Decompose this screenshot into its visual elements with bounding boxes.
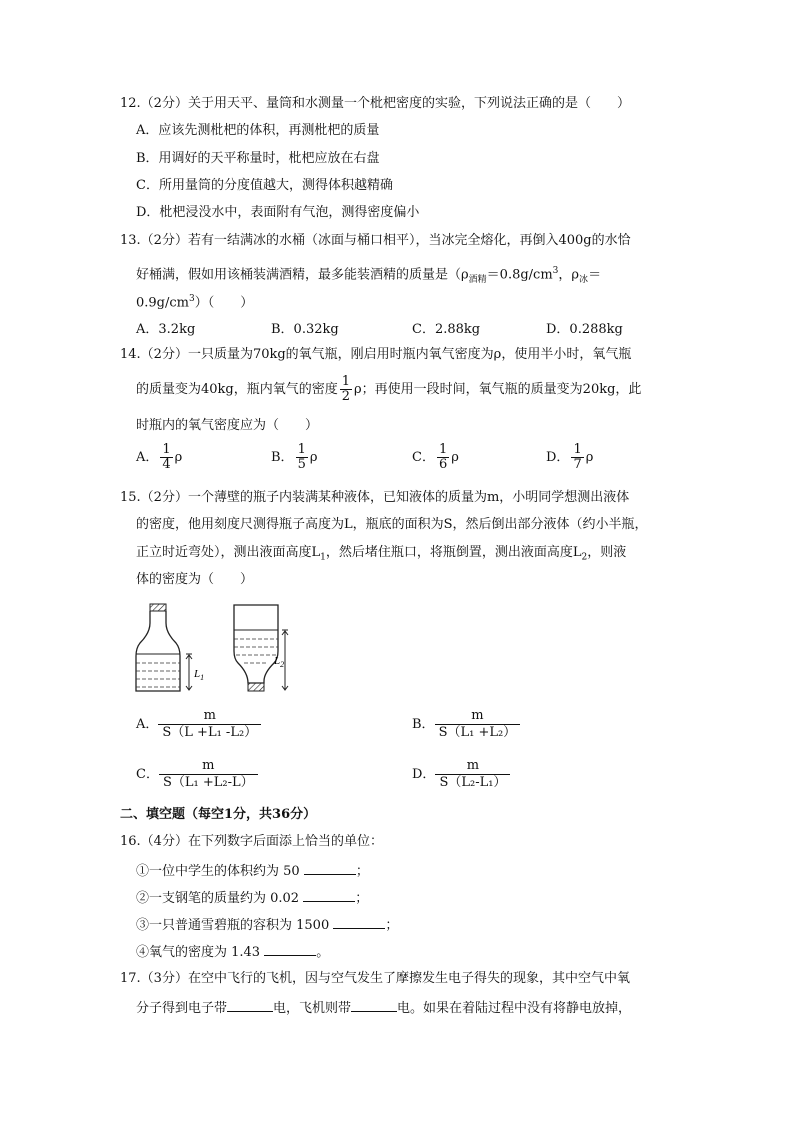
label-l2: $L_2$	[274, 655, 285, 669]
q13-line3: $0.9g/cm^3$）（ ）	[136, 294, 254, 311]
q15-option-c: C． $\frac{m}{\text{S（L₁ +L₂-L）}}$	[136, 758, 258, 791]
q14-option-b: B． $\frac{1}{5}$ ρ	[271, 442, 318, 472]
q17-line1: 17.（3分）在空中飞行的飞机，因与空气发生了摩擦发生电子得失的现象，其中空气中氧	[120, 971, 630, 986]
q15-line4: 体的密度为（ ）	[136, 572, 254, 587]
upright-bottle	[136, 604, 204, 691]
q13-option-c: C．2.88kg	[412, 322, 481, 337]
section-fill-in-title: 二、填空题（每空1分，共36分）	[120, 807, 317, 822]
q15-line2: 的密度，他用刻度尺测得瓶子高度为L，瓶底的面积为S，然后倒出部分液体（约小半瓶，	[136, 517, 648, 532]
q17-blank-2[interactable]	[351, 998, 397, 1012]
q14-option-a: A． $\frac{1}{4}$ ρ	[136, 442, 183, 472]
q16-blank-2[interactable]	[303, 888, 355, 902]
q16-item-4: ④氧气的密度为 1.43 。	[136, 942, 329, 962]
q14-option-d: D． $\frac{1}{7}$ ρ	[546, 442, 594, 472]
q16-item-3: ③一只普通雪碧瓶的容积为 1500 ；	[136, 915, 398, 935]
q14-line1: 14.（2分）一只质量为70kg的氧气瓶，刚启用时瓶内氧气密度为ρ，使用半小时，氧气瓶	[120, 347, 632, 362]
q16-blank-3[interactable]	[333, 915, 385, 929]
q14-option-c: C． $\frac{1}{6}$ ρ	[412, 442, 459, 472]
half-fraction: $\frac{1}{2}$	[341, 374, 351, 404]
q12-option-b: B．用调好的天平称量时，枇杷应放在右盘	[136, 151, 380, 166]
q16-item-1: ①一位中学生的体积约为 50 ；	[136, 861, 369, 881]
q17-line2: 分子得到电子带 电，飞机则带 电。如果在着陆过程中没有将静电放掉，	[136, 998, 631, 1018]
q15-line3: 正立时近弯处），测出液面高度$L_1$，然后堵住瓶口，将瓶倒置，测出液面高度$L_2$，则液	[136, 545, 627, 563]
q12-stem: 12.（2分）关于用天平、量筒和水测量一个枇杷密度的实验，下列说法正确的是（ ）	[120, 96, 630, 111]
q14-line2: 的质量变为40kg，瓶内氧气的密度 $\frac{1}{2}$ ρ；再使用一段时间，氧气瓶的质量变为20kg，此	[136, 374, 642, 404]
q13-line1: 13.（2分）若有一结满冰的水桶（冰面与桶口相平），当冰完全熔化，再倒入400g的水恰	[120, 233, 631, 248]
q14-line3: 时瓶内的氧气密度应为（ ）	[136, 418, 319, 433]
q15-option-d: D． $\frac{m}{\text{S（L₂-L₁）}}$	[412, 758, 510, 791]
bottle-figure	[128, 601, 308, 696]
q12-option-d: D．枇杷浸没水中，表面附有气泡，测得密度偏小	[136, 205, 420, 220]
inverted-bottle	[234, 605, 288, 691]
q16-blank-4[interactable]	[264, 942, 316, 956]
q15-option-b: B． $\frac{m}{\text{S（L₁ +L₂）}}$	[412, 708, 520, 741]
q13-option-b: B．0.32kg	[271, 322, 339, 337]
q13-option-d: D．0.288kg	[546, 322, 623, 337]
q16-item-2: ②一支钢笔的质量约为 0.02 ；	[136, 888, 368, 908]
q17-blank-1[interactable]	[227, 998, 273, 1012]
q13-option-a: A．3.2kg	[136, 322, 196, 337]
label-l1: $L_1$	[194, 668, 205, 682]
q16-blank-1[interactable]	[304, 861, 356, 875]
q16-stem: 16.（4分）在下列数字后面添上恰当的单位：	[120, 834, 383, 849]
q15-option-a: A． $\frac{m}{\text{S（L +L₁ -L₂）}}$	[136, 708, 261, 741]
q12-option-c: C．所用量筒的分度值越大，测得体积越精确	[136, 178, 393, 193]
q12-option-a: A．应该先测枇杷的体积，再测枇杷的质量	[136, 123, 380, 138]
q15-line1: 15.（2分）一个薄壁的瓶子内装满某种液体，已知液体的质量为m，小明同学想测出液体	[120, 490, 630, 505]
q13-line2: 好桶满，假如用该桶装满酒精，最多能装酒精的质量是（$\rho_{酒精}=0.8g/cm^3$，$\rho_冰=$	[136, 266, 602, 285]
